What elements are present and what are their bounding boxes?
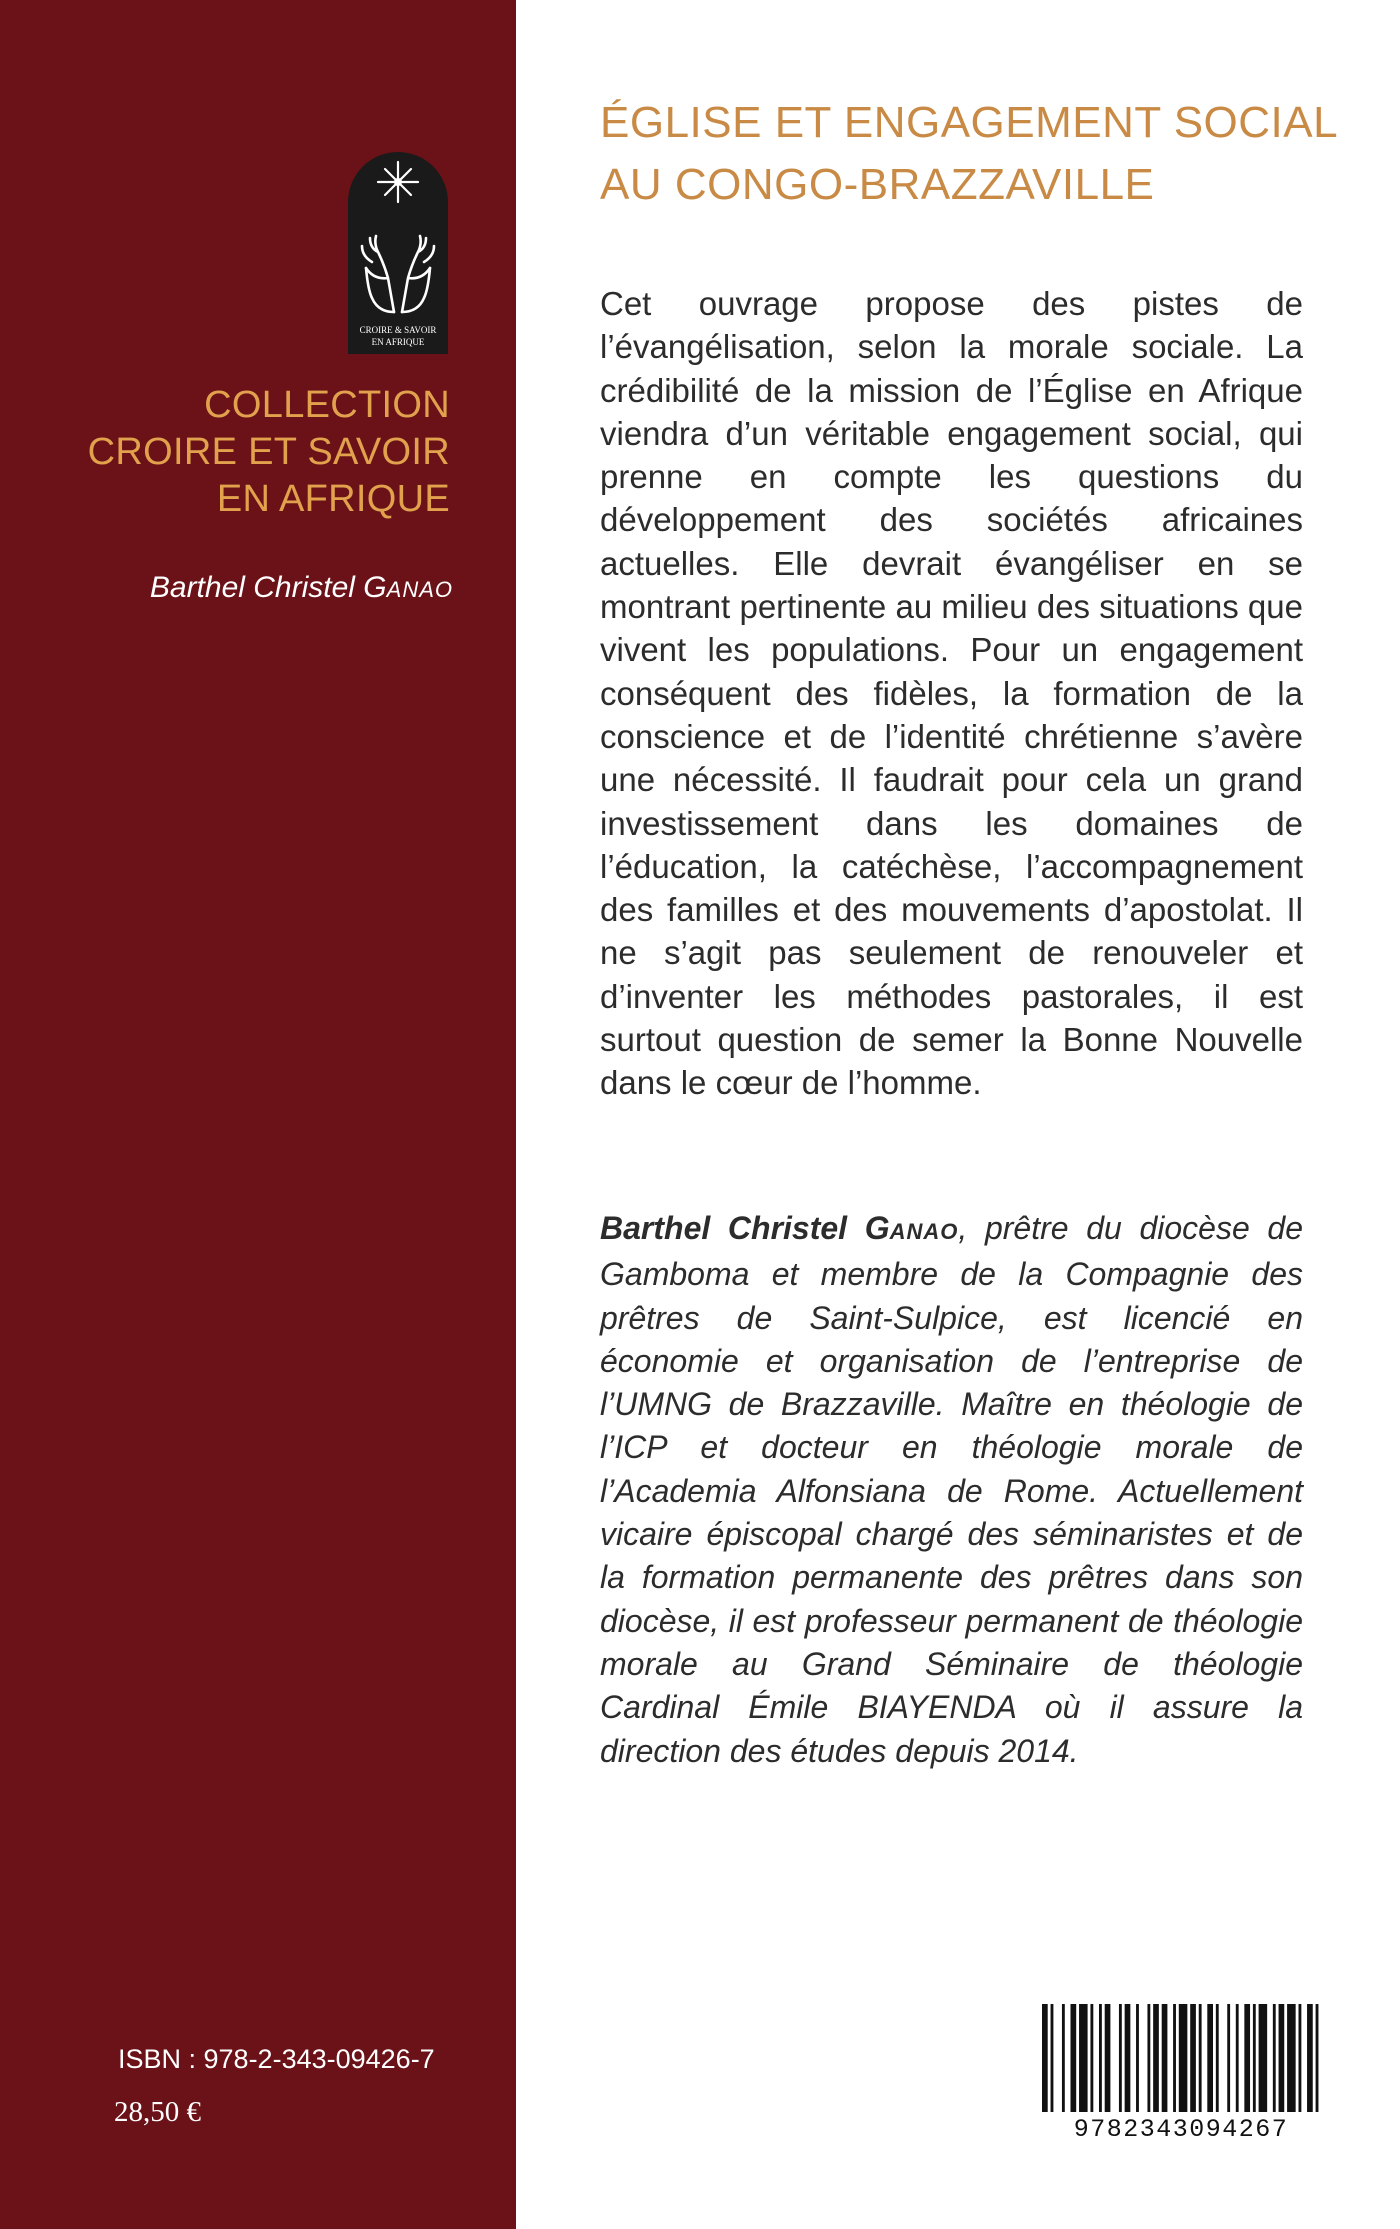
barcode-bar — [1236, 2004, 1239, 2112]
barcode-bar — [1287, 2004, 1296, 2112]
barcode-bar — [1162, 2004, 1168, 2112]
book-summary-paragraph: Cet ouvrage propose des pistes de l’évangélisation, selon la morale sociale. La crédibilité de la mission de l’Église en Afrique viendra d’un véritable engagement social, qui prenne en compte les questions du développement des sociétés africaines actuelles. Elle devrait évangéliser en se montrant pertinente au milieu des situations que vivent les populations. Pour un engagement conséquent des fidèles, la formation de la conscience et de l’identité chrétienne s’avère une nécessité. Il faudrait pour cela un grand investissement dans les domaines de l’éducation, la catéchèse, l’accompagnement des familles et des mouvements d’apostolat. Il ne s’agit pas seulement de renouveler et d’inventer les méthodes pastorales, il est surtout question de semer la Bonne Nouvelle dans le cœur de l’homme. — [600, 285, 1303, 1102]
barcode-bar — [1105, 2004, 1111, 2112]
sidebar-author-name — [40, 570, 453, 608]
barcode-bar — [1173, 2004, 1176, 2112]
barcode-bar — [1244, 2004, 1250, 2112]
barcode-bar — [1062, 2004, 1065, 2112]
barcode-number: 9782343094267 — [1073, 2115, 1289, 2144]
barcode-bar — [1099, 2004, 1102, 2112]
barcode-bar — [1299, 2004, 1302, 2112]
barcode-bar — [1090, 2004, 1093, 2112]
barcode-bar — [1153, 2004, 1159, 2112]
barcode-bar — [1125, 2004, 1131, 2112]
barcode-bar — [1273, 2004, 1276, 2112]
book-title-line-1: ÉGLISE ET ENGAGEMENT SOCIAL — [600, 98, 1339, 147]
logo-caption-line-2: EN AFRIQUE — [371, 337, 425, 347]
bio-author-last-initial: G — [864, 1210, 890, 1246]
barcode-bar — [1259, 2004, 1268, 2112]
collection-name-line-2: CROIRE ET SAVOIR — [87, 431, 450, 473]
price-label: 28,50 € — [114, 2096, 201, 2128]
author-biography-paragraph — [600, 1207, 1303, 1773]
book-title-line-2: AU CONGO-BRAZZAVILLE — [600, 160, 1155, 209]
bio-author-last-rest: ANAO — [889, 1219, 959, 1244]
barcode-bar — [1079, 2004, 1088, 2112]
barcode-bar — [1216, 2004, 1219, 2112]
barcode-bar — [1051, 2004, 1054, 2112]
bio-text: , prêtre du diocèse de Gamboma et membre de la Compagnie des prêtres de Saint-Sulpice, est licencié en économie et organisation de l’entreprise de l’UMNG de Brazzaville. Maître en théologie de l’ICP et docteur en théologie morale de l’Academia Alfonsiana de Rome. Actuellement vicaire épiscopal chargé des séminaristes et de la formation permanente des prêtres dans son diocèse, il est professeur permanent de théologie morale au Grand Séminaire de théologie Cardinal Émile BIAYENDA où il assure la direction des études depuis 2014. — [600, 1210, 1304, 1769]
barcode-bar — [1071, 2004, 1077, 2112]
barcode-bar — [1136, 2004, 1139, 2112]
barcode-bar — [1199, 2004, 1202, 2112]
barcode-bar — [1279, 2004, 1285, 2112]
barcode-bars-icon — [1036, 1996, 1326, 2116]
author-first-name: Barthel Christel — [149, 571, 364, 604]
barcode-bar — [1207, 2004, 1213, 2112]
barcode-bar — [1042, 2004, 1048, 2112]
logo-caption-line-1: CROIRE & SAVOIR — [359, 325, 437, 335]
praying-hands-star-logo-icon — [348, 152, 448, 354]
isbn-label: ISBN : 978-2-343-09426-7 — [118, 2044, 435, 2074]
left-sidebar-band — [0, 0, 516, 2229]
collection-name-line-1: COLLECTION — [204, 384, 450, 426]
bio-author-first-name: Barthel Christel — [600, 1210, 865, 1246]
barcode-bar — [1190, 2004, 1196, 2112]
barcode-bar — [1179, 2004, 1188, 2112]
barcode-bar — [1307, 2004, 1313, 2112]
barcode-bar — [1119, 2004, 1122, 2112]
author-last-rest: ANAO — [386, 577, 453, 602]
barcode-bar — [1227, 2004, 1230, 2112]
collection-name-line-3: EN AFRIQUE — [216, 478, 450, 520]
barcode-bar — [1316, 2004, 1319, 2112]
barcode-bar — [1147, 2004, 1150, 2112]
barcode-bar — [1253, 2004, 1256, 2112]
author-last-initial: G — [363, 571, 387, 604]
